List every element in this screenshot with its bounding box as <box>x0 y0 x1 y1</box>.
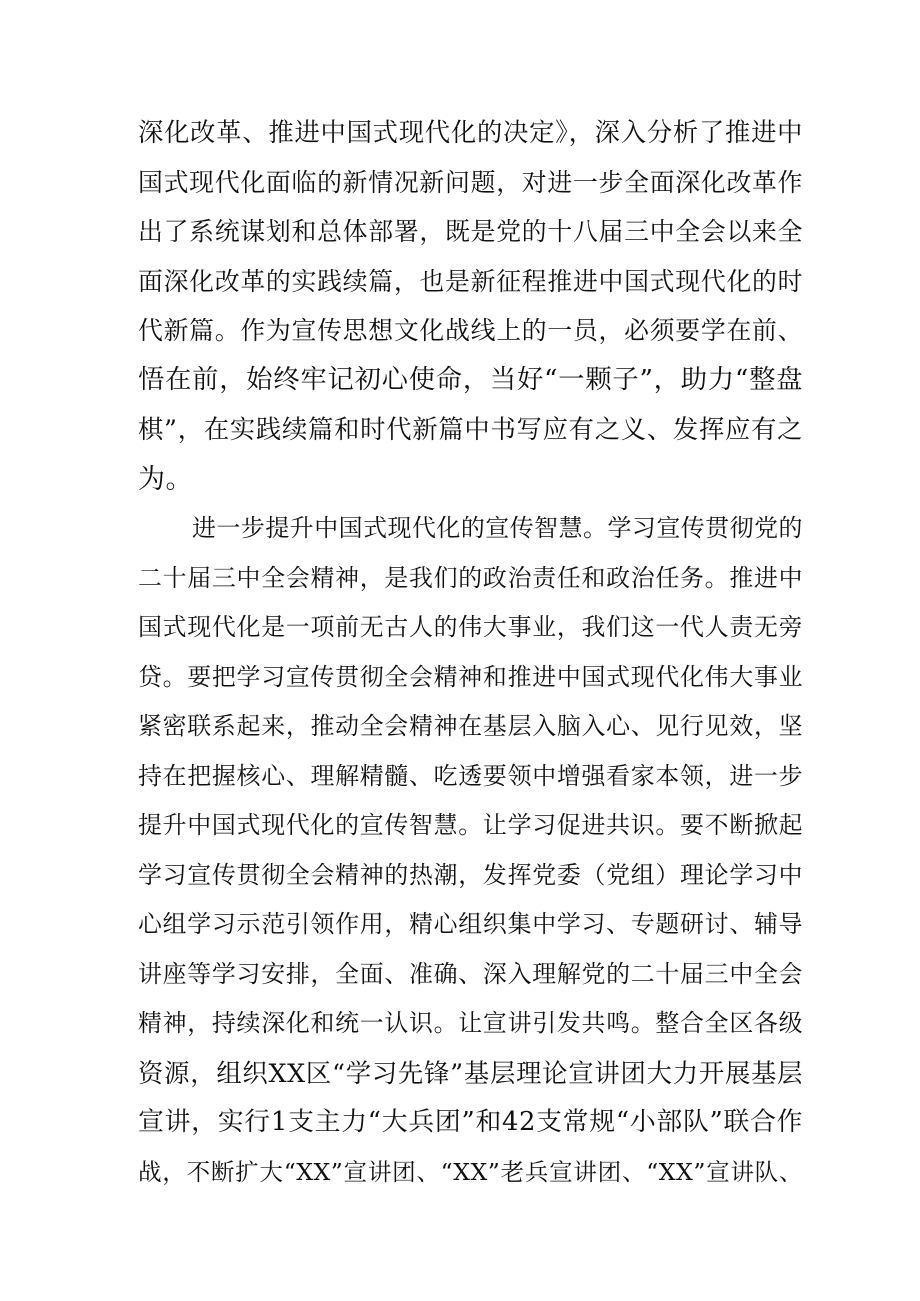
text-line: 国式现代化面临的新情况新问题，对进一步全面深化改革作 <box>138 167 803 197</box>
text-line: 二十届三中全会精神，是我们的政治责任和政治任务。推进中 <box>138 563 803 592</box>
text-line: 讲座等学习安排，全面、准确、深入理解党的二十届三中全会 <box>138 959 803 988</box>
text-line: 代新篇。作为宣传思想文化战线上的一员，必须要学在前、 <box>138 316 803 345</box>
text-line: 棋”，在实践续篇和时代新篇中书写应有之义、发挥应有之 <box>138 414 803 444</box>
text-line: 出了系统谋划和总体部署，既是党的十八届三中全会以来全 <box>138 217 803 246</box>
text-line: 学习宣传贯彻全会精神的热潮，发挥党委（党组）理论学习中 <box>138 860 803 889</box>
text-line: 国式现代化是一项前无古人的伟大事业，我们这一代人责无旁 <box>138 613 803 641</box>
text-line: 紧密联系起来，推动全会精神在基层入脑入心、见行见效，坚 <box>138 712 803 740</box>
text-line: 宣讲，实行1支主力“大兵团”和42支常规“小部队”联合作 <box>138 1107 803 1137</box>
text-line: 深化改革、推进中国式现代化的决定》，深入分析了推进中 <box>138 117 803 147</box>
text-line: 精神，持续深化和统一认识。让宣讲引发共鸣。整合全区各级 <box>138 1009 803 1037</box>
text-line: 提升中国式现代化的宣传智慧。让学习促进共识。要不断掀起 <box>138 811 803 839</box>
text-line: 面深化改革的实践续篇，也是新征程推进中国式现代化的时 <box>138 266 803 296</box>
text-line: 战，不断扩大“XX”宣讲团、“XX”老兵宣讲团、“XX”宣讲队、 <box>138 1157 803 1186</box>
text-line: 资源，组织XX区“学习先锋”基层理论宣讲团大力开展基层 <box>138 1057 803 1088</box>
text-line: 进一步提升中国式现代化的宣传智慧。学习宣传贯彻党的 <box>192 514 803 542</box>
text-line: 贷。要把学习宣传贯彻全会精神和推进中国式现代化伟大事业 <box>138 662 803 691</box>
text-line: 心组学习示范引领作用，精心组织集中学习、专题研讨、辅导 <box>138 910 803 938</box>
text-line: 为。 <box>138 463 193 495</box>
text-line: 持在把握核心、理解精髓、吃透要领中增强看家本领，进一步 <box>138 761 803 790</box>
text-line: 悟在前，始终牢记初心使命，当好“一颗子”，助力“整盘 <box>138 364 803 395</box>
body-text <box>138 108 803 1197</box>
paragraph-1 <box>138 108 803 504</box>
paragraph-2 <box>138 504 803 1197</box>
